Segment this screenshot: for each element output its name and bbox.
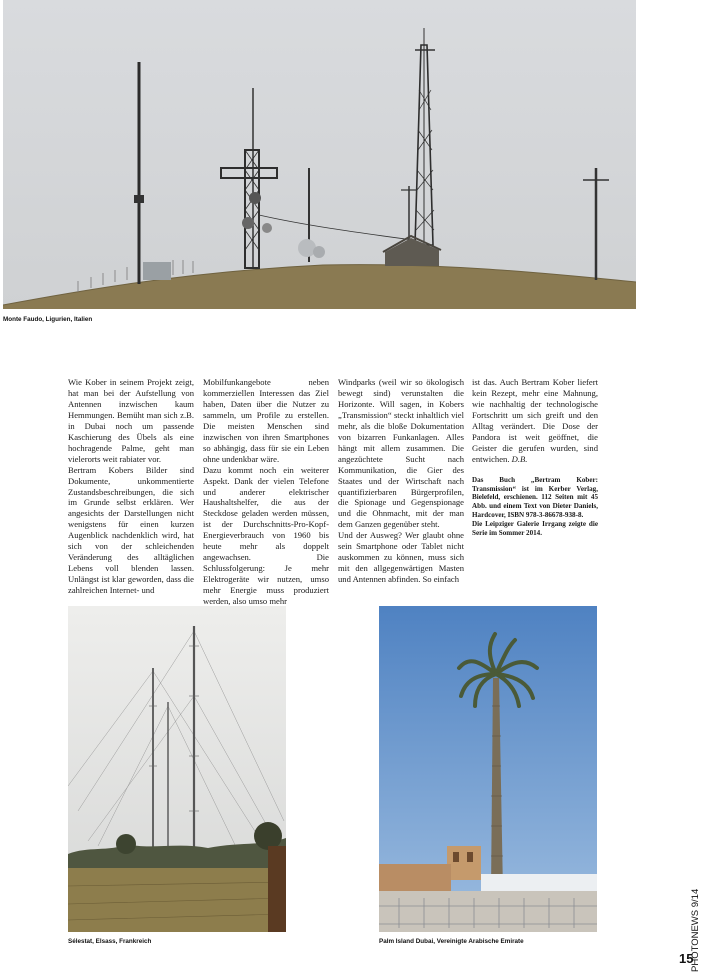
- paragraph: Dazu kommt noch ein weiterer Aspekt. Dank der vielen Telefone und anderer elektrischer Haushaltshelfer, die aus der Steckdose geladen werden müssen, ist der Durchschnitts-Pro-Kopf-Energieverbrauch von 1960 bis heute mehr als doppelt angewachsen. Die Schlussfolgerung: Je mehr Elektrogeräte wir nutzen, umso mehr Energie muss produziert werden, also umso mehr: [203, 464, 329, 607]
- article-column-4: [472, 377, 598, 538]
- author-initials: D.B.: [511, 453, 528, 464]
- photo-palm-island-dubai: [379, 606, 597, 932]
- paragraph: Bertram Kobers Bilder sind Dokumente, unkommentierte Zustandsbeschreibungen, die sich im Grunde selbst erklären. Wer angesichts der Darstellungen nicht wenigstens für einen kurzen Augenblick nachdenklich wird, hat sich von der schleichenden Veränderung des alltäglichen Lebens voll blenden lassen. Unlängst ist klar geworden, dass die zahlreichen Internet- und: [68, 464, 194, 596]
- book-info-line: Die Leipziger Galerie Irrgang zeigte die Serie im Sommer 2014.: [472, 520, 598, 538]
- article-column-3: [338, 377, 464, 585]
- paragraph: Und der Ausweg? Wer glaubt ohne sein Smartphone oder Tablet nicht auskommen zu können, muss sich mit den allgegenwärtigen Masten und Antennen abfinden. So einfach: [338, 530, 464, 585]
- magazine-issue: PHOTONEWS 9/14: [690, 888, 701, 972]
- radio-masts-image: [68, 606, 286, 932]
- closing-text: ist das. Auch Bertram Kober liefert kein Rezept, mehr eine Mahnung, wie nachhaltig der technologische Fortschritt um sich greift und den Alltag verändert. Die Dose der Pandora ist weit geöffnet, die Geister die gerufen wurden, sind entwichen.: [472, 377, 598, 464]
- paragraph: [472, 377, 598, 465]
- paragraph: Mobilfunkangebote neben kommerziellen Interessen das Ziel haben, Daten über die Nutzer zu sammeln, um Profile zu erstellen. Die meisten Menschen sind inzwischen von ihren Smartphones so abhängig, dass für sie ein Leben ohne undenkbar wäre.: [203, 377, 329, 464]
- antenna-hill-image: [3, 0, 636, 309]
- caption-palm-island-dubai: Palm Island Dubai, Vereinigte Arabische Emirate: [379, 938, 524, 945]
- photo-monte-faudo: [3, 0, 636, 309]
- palm-tree-antenna-image: [379, 606, 597, 932]
- article-column-2: [203, 377, 329, 607]
- caption-monte-faudo: Monte Faudo, Ligurien, Italien: [3, 316, 93, 323]
- photo-selestat: [68, 606, 286, 932]
- book-info-line: Das Buch „Bertram Kober: Transmission“ ist im Kerber Verlag, Bielefeld, erschienen. 112 Seiten mit 45 Abb. und einem Text von Dieter Daniels, Hardcover, ISBN 978-3-86678-938-8.: [472, 475, 598, 520]
- page-number: 15: [679, 951, 694, 966]
- paragraph: Wie Kober in seinem Projekt zeigt, hat man bei der Aufstellung von Antennen inzwischen kaum Hemmungen. Bemüht man sich z.B. in Dubai noch um passende Kaschierung des Übels als eine hochragende Palme, geht man vielerorts weit rabiater vor.: [68, 377, 194, 464]
- book-info: [472, 476, 598, 538]
- article-column-1: [68, 377, 194, 596]
- paragraph: Windparks (weil wir so ökologisch bewegt sind) verunstalten die Horizonte. Will sagen, in Kobers „Transmission“ steckt inhaltlich viel mehr, als die bloße Dokumentation von bizarren Funkanlagen. Alles hängt mit allem zusammen. Die angezüchtete Sucht nach Kommunikation, die Gier des Staates und der Wirtschaft nach quantifizierbaren Bürgerprofilen, die Spionage und Gegenspionage und die Ohnmacht, mit der man dem Ganzen gegenüber steht.: [338, 377, 464, 530]
- caption-selestat: Sélestat, Elsass, Frankreich: [68, 938, 152, 945]
